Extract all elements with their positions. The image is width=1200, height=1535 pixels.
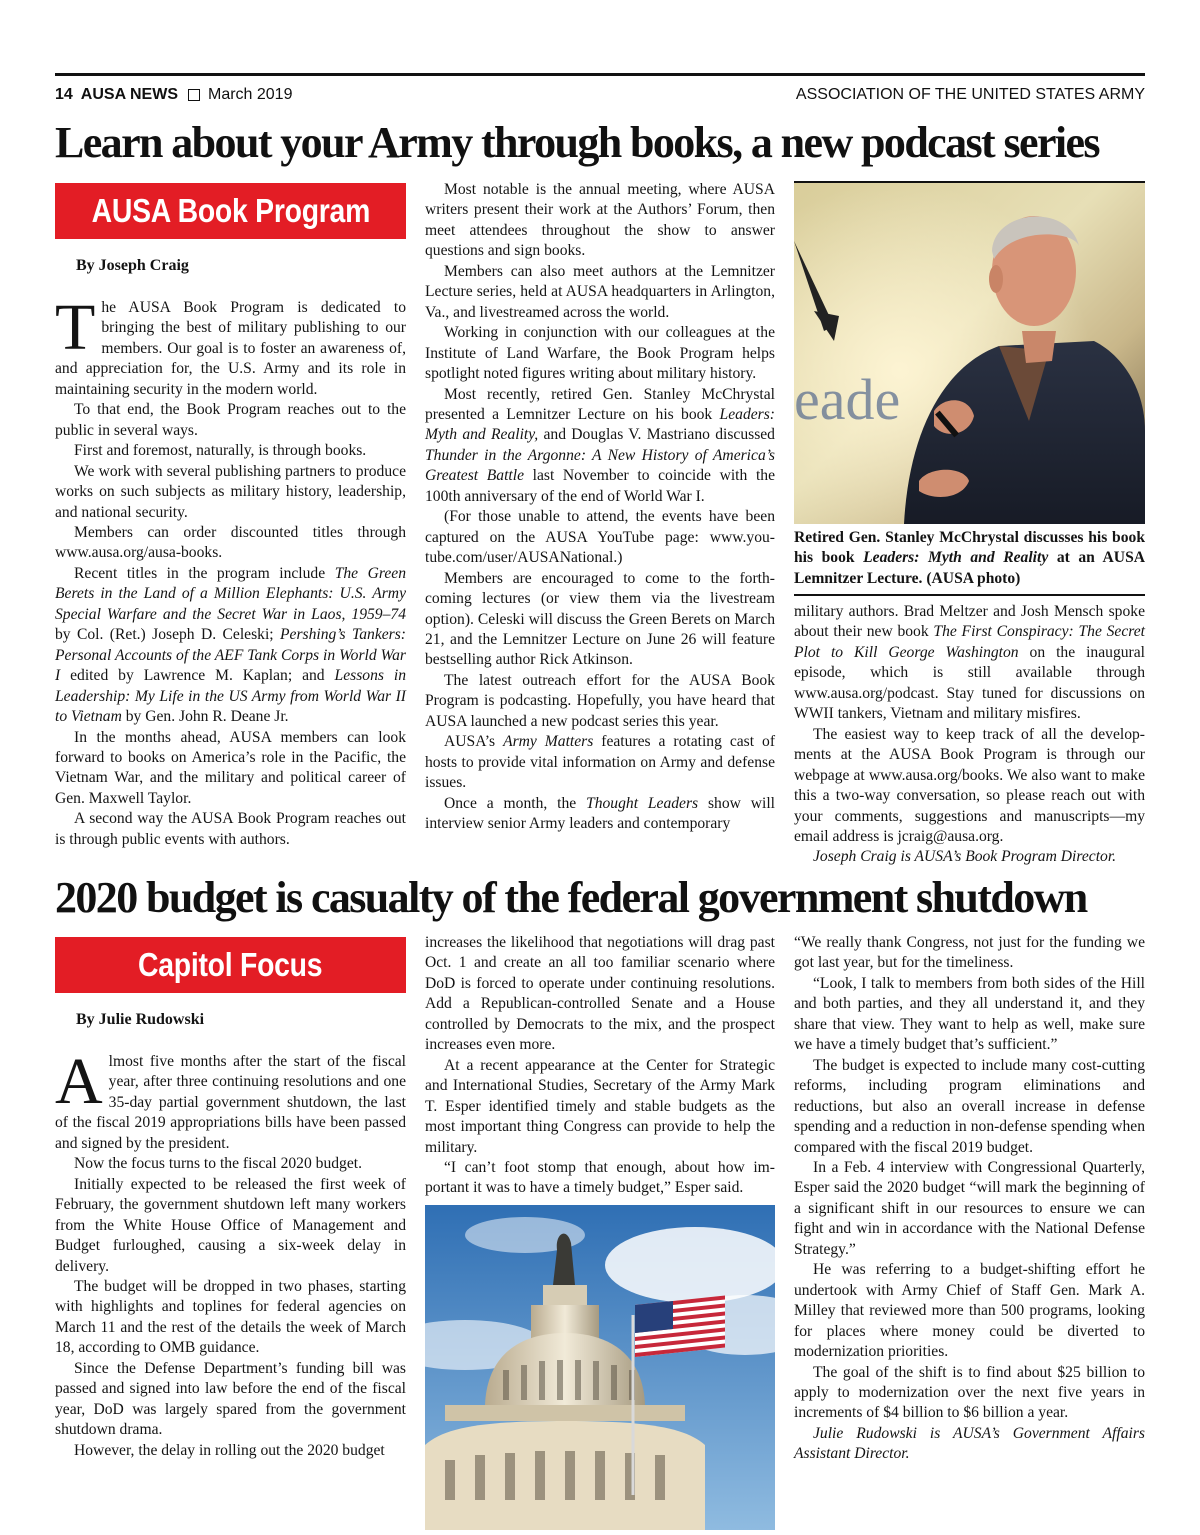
article-2-paragraph: Almost five months after the start of the fiscal year, after three continuing resolutions and one 35-day partial government shutdown, the last of the fiscal 2019 appropriations bills have been passed and signed by the president. (55, 1045, 406, 1152)
article-1-paragraph: First and foremost, naturally, is through books. (74, 442, 367, 460)
article-1-paragraph: (For those unable to attend, the events have been captured on the AUSA YouTube page: www.youtube.com/user/AUSANational.) (425, 508, 775, 567)
article-2-paragraph: increases the likelihood that negotiations will drag past Oct. 1 and create an all too familiar scenario where DoD is forced to operate under continuing resolutions. Add a Republican-controlled Senate and a House controlled by Democrats to the mix, and the prospect increases even more. (425, 934, 775, 1054)
article-1-paragraph: The latest outreach effort for the AUSA Book Program is podcasting. Hopefully, you have heard that AUSA launched a new podcast series this year. (425, 671, 775, 730)
article-2-byline: By Julie Rudowski (76, 1011, 205, 1028)
article-2-paragraph: Since the Defense Department’s funding bill was passed and signed into law before the end of the fiscal year, DoD was largely spared from the government shutdown drama. (55, 1359, 406, 1439)
article-1-column-3 (794, 602, 1145, 868)
article-2-paragraph: He was referring to a budget-shifting effort he undertook with Army Chief of Staff Gen. Mark A. Milley that reviewed more than 500 programs, looking for places where money could be diverted to modernization priorities. (794, 1261, 1145, 1361)
article-2-paragraph: In a Feb. 4 interview with Congressional Quarterly, Esper said the 2020 budget “will mark the beginning of a significant shift in our resources to ensure we can fight and win in accordance with the National Defense Strategy.” (794, 1158, 1145, 1258)
article-1-column-2 (425, 180, 775, 835)
dropcap: T (55, 291, 96, 364)
article-1-paragraph: A second way the AUSA Book Program reaches out is through public events with authors. (55, 810, 406, 848)
page-header (55, 86, 1145, 108)
article-1-paragraph: The easiest way to keep track of all the developments at the AUSA Book Program is through our webpage at www.ausa.org/books. We also want to make this a two-way conversation, so please reach out with your comments, suggestions and manuscripts—my email address is jcraig@ausa.org. (794, 725, 1145, 845)
article-2-column-1 (55, 1045, 406, 1461)
article-2-paragraph: The budget is expected to include many cost-cutting reforms, including program eliminations and reductions, but also an overall increase in defense spending and a reduction in non-defense spending when compared with the fiscal 2019 budget. (794, 1056, 1145, 1156)
article-2-paragraph: Initially expected to be released the first week of February, the government shutdown left many workers from the White House Office of Management and Budget furloughed, causing a six-week delay in delivery. (55, 1175, 406, 1275)
article-1-paragraph: Most notable is the annual meeting, where AUSA writers present their work at the Authors’ Forum, then meet attendees throughout the show to answer questions and sign books. (425, 181, 775, 260)
article-1-paragraph: AUSA’s Army Matters features a rotating cast of hosts to provide vital information on Army and defense issues. (425, 733, 776, 792)
publication-name: AUSA NEWS (80, 86, 178, 103)
article-2-paragraph: “We really thank Congress, not just for the funding we got last year, but for the timeliness. (794, 934, 1145, 972)
article-1-byline: By Joseph Craig (76, 257, 189, 274)
article-1-paragraph: military authors. Brad Meltzer and Josh Mensch spoke about their new book The First Conspiracy: The Secret Plot to Kill George Washington on the inaugural episode, which is still available through www.ausa.org/podcast. Stay tuned for discussions on WWII tankers, Vietnam and military misfires. (794, 603, 1145, 723)
article-2-paragraph: Now the focus turns to the fiscal 2020 budget. (74, 1155, 362, 1173)
author-bio: Julie Rudowski is AUSA’s Government Affairs Assistant Director. (794, 1424, 1145, 1463)
article-1-paragraph: Members can order discounted titles through www.ausa.org/ausa-books. (55, 523, 406, 562)
section-banner-book-program: AUSA Book Program (55, 183, 406, 239)
article-2-paragraph: At a recent appearance at the Center for Strategic and International Studies, Secretary of the Army Mark T. Esper identified timely and stable budgets as the most important thing Congress can provide to help the military. (425, 1056, 775, 1156)
article-2-paragraph: The budget will be dropped in two phases, starting with highlights and toplines for federal agencies on March 11 and the rest of the details the week of March 18, according to OMB guidance. (55, 1277, 406, 1357)
dropcap: A (55, 1045, 103, 1118)
article-1-paragraph: Members can also meet authors at the Lemnitzer Lecture series, held at AUSA headquarters in Arlington, Va., and livestreamed across the world. (425, 262, 775, 321)
article-1-paragraph: The AUSA Book Program is dedicated to bringing the best of military publishing to our members. Our goal is to foster an awareness of, and appreciation for, the U.S. Army and its role in maintaining security in the modern world. (55, 291, 406, 398)
issue-date: March 2019 (207, 86, 293, 103)
article-1-paragraph: Recent titles in the program include The Green Berets in the Land of a Million Elephants: U.S. Army Special Warfare and the Secret War in Laos, 1959–74 by Col. (Ret.) Joseph D. Celeski; Pershing’s Tankers: Personal Accounts of the AEF Tank Corps in World War I edited by Lawrence M. Kaplan; and Lessons in Leadership: My Life in the US Army from World War II to Vietnam by Gen. John R. Deane Jr. (55, 564, 407, 726)
article-2-column-2 (425, 933, 775, 1199)
article-1-paragraph: In the months ahead, AUSA members can look forward to books on America’s role in the Pacific, the Vietnam War, and the military and political career of Gen. Maxwell Taylor. (55, 728, 406, 807)
article-2-paragraph: “Look, I talk to members from both sides of the Hill and both parties, and they all understand it, and they share that view. They want to help as well, make sure we have a timely budget that’s sufficient.” (794, 974, 1145, 1054)
article-1-paragraph: To that end, the Book Program reaches out to the public in several ways. (55, 401, 406, 439)
capitol-dome-photo (425, 1205, 775, 1530)
section-banner-capitol-focus: Capitol Focus (55, 937, 406, 993)
top-rule (55, 73, 1145, 76)
article-1-paragraph: Members are encouraged to come to the forthcoming lectures (or view them via the livestream option). Celeski will discuss the Green Berets on March 21, and the Lemnitzer Lecture on June 26 will feature bestselling author Rick Atkinson. (425, 569, 775, 669)
page-number: 14 (55, 86, 73, 103)
article-1-paragraph: Most recently, retired Gen. Stanley McChrystal presented a Lemnitzer Lecture on his book Leaders: Myth and Reality, and Douglas V. Mastriano discussed Thunder in the Argonne: A New History of America’s Greatest Battle last November to coincide with the 100th anniversary of the end of World War I. (425, 385, 775, 505)
caption-rule (794, 594, 1145, 596)
article-1-paragraph: Working in conjunction with our colleagues at the Institute of Land Warfare, the Book Program helps spotlight noted figures writing about military history. (425, 324, 775, 383)
article-1-paragraph: Once a month, the Thought Leaders show will interview senior Army leaders and contemporary (425, 794, 776, 833)
article-2-column-3 (794, 933, 1145, 1465)
article-1-paragraph: We work with several publishing partners to produce works on such subjects as military history, leadership, and national security. (55, 462, 406, 521)
article-2-paragraph: The goal of the shift is to find about $25 billion to apply to modernization over the next five years in increments of $4 billion to $6 billion a year. (794, 1363, 1145, 1422)
article-2-headline: 2020 budget is casualty of the federal government shutdown (55, 873, 1087, 922)
mcchrystal-photo-illustration (794, 181, 1145, 524)
capitol-dome-illustration (425, 1205, 775, 1530)
square-bullet-icon (188, 89, 200, 101)
article-1-headline: Learn about your Army through books, a new podcast series (55, 118, 1099, 167)
photo-caption: Retired Gen. Stanley McChrystal discusses his book his book Leaders: Myth and Reality at an AUSA Lemnitzer Lecture. (AUSA photo) (794, 529, 1145, 587)
article-1-column-1 (55, 291, 407, 850)
mcchrystal-photo (794, 181, 1145, 524)
author-bio: Joseph Craig is AUSA’s Book Program Director. (813, 848, 1117, 866)
svg-text:eade: eade (794, 367, 901, 432)
article-2-paragraph: However, the delay in rolling out the 2020 budget (74, 1441, 385, 1459)
article-2-paragraph: “I can’t foot stomp that enough, about how important it was to have a timely budget,” Esper said. (425, 1158, 775, 1197)
organization-name: ASSOCIATION OF THE UNITED STATES ARMY (795, 86, 1145, 103)
